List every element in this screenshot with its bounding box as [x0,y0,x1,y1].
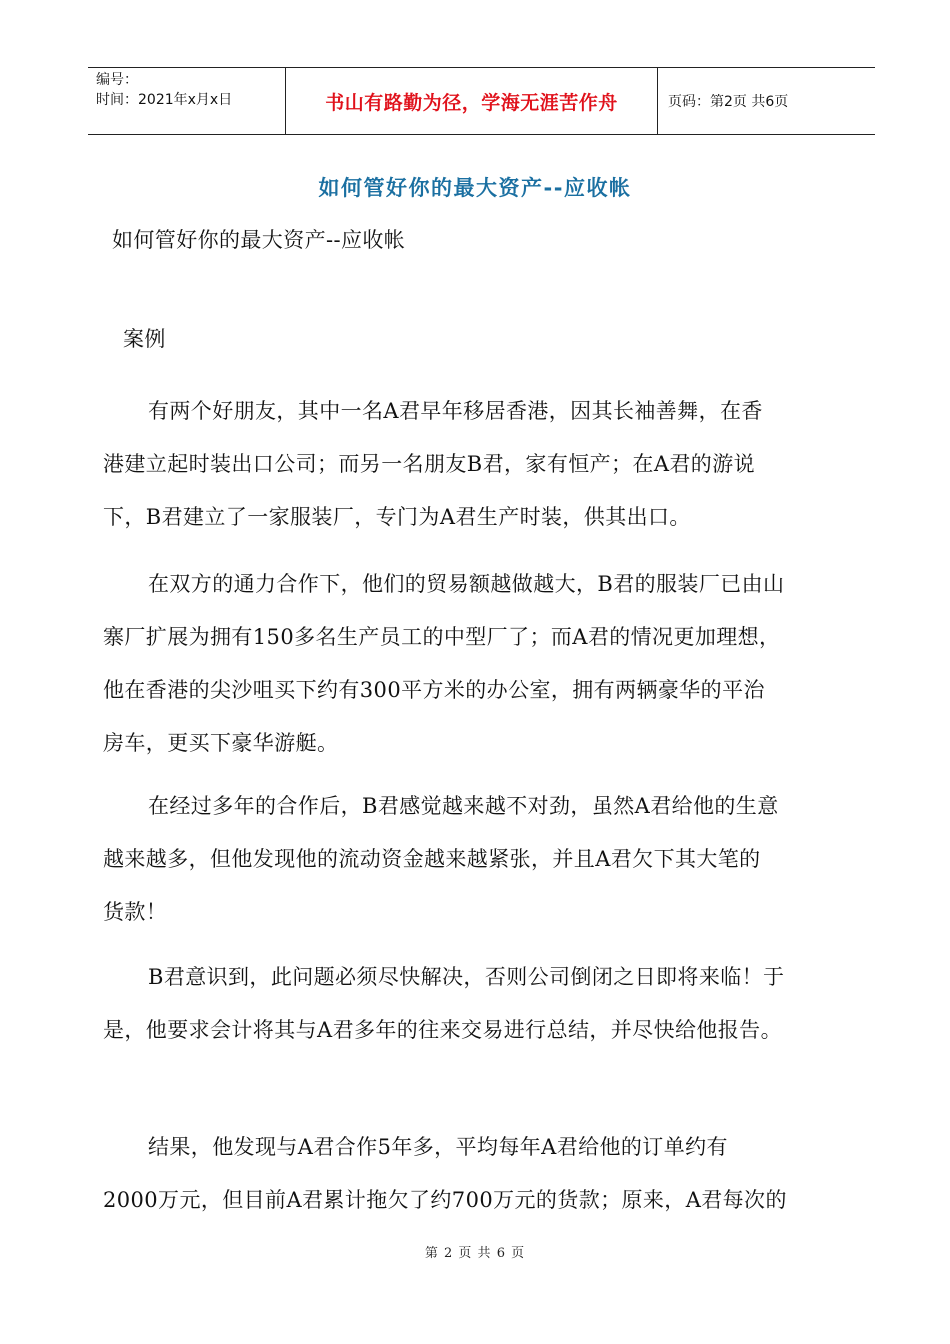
paragraph-4 [103,951,863,1057]
paragraph-line: 寨厂扩展为拥有150多名生产员工的中型厂了；而A君的情况更加理想， [103,625,781,649]
paragraph-line: 有两个好朋友，其中一名A君早年移居香港，因其长袖善舞，在香 [148,399,763,423]
number-label: 编号： [96,72,138,88]
paragraph-line: 在经过多年的合作后，B君感觉越来越不对劲，虽然A君给他的生意 [148,794,779,818]
paragraph-line: 2000万元，但目前A君累计拖欠了约700万元的货款；原来，A君每次的 [103,1188,787,1212]
paragraph-5 [103,1121,863,1227]
header-motto: 书山有路勤为径，学海无涯苦作舟 [286,68,658,134]
paragraph-line: 港建立起时装出口公司；而另一名朋友B君，家有恒产；在A君的游说 [103,452,755,476]
subtitle: 如何管好你的最大资产--应收帐 [112,228,406,252]
paragraph-line: 他在香港的尖沙咀买下约有300平方米的办公室，拥有两辆豪华的平治 [103,678,765,702]
paragraph-line: 结果，他发现与A君合作5年多，平均每年A君给他的订单约有 [148,1135,728,1159]
section-heading: 案例 [123,327,166,351]
paragraph-line: 越来越多，但他发现他的流动资金越来越紧张，并且A君欠下其大笔的 [103,847,761,871]
time-label: 时间：2021年x月x日 [96,92,233,108]
paragraph-line: 在双方的通力合作下，他们的贸易额越做越大，B君的服装厂已由山 [148,572,785,596]
paragraph-line: 下，B君建立了一家服装厂，专门为A君生产时装，供其出口。 [103,505,691,529]
document-title: 如何管好你的最大资产--应收帐 [318,176,632,200]
paragraph-line: 是，他要求会计将其与A君多年的往来交易进行总结，并尽快给他报告。 [103,1018,782,1042]
paragraph-line: B君意识到，此问题必须尽快解决，否则公司倒闭之日即将来临！于 [148,965,785,989]
page-header [88,67,875,135]
header-page-label: 页码：第2页 共6页 [668,94,789,110]
paragraph-line: 房车，更买下豪华游艇。 [103,731,339,755]
paragraph-3 [103,780,863,939]
paragraph-line: 货款！ [103,900,168,924]
paragraph-2 [103,558,863,770]
header-meta [88,68,286,134]
paragraph-1 [103,385,863,544]
page-footer: 第 2 页 共 6 页 [424,1246,526,1261]
